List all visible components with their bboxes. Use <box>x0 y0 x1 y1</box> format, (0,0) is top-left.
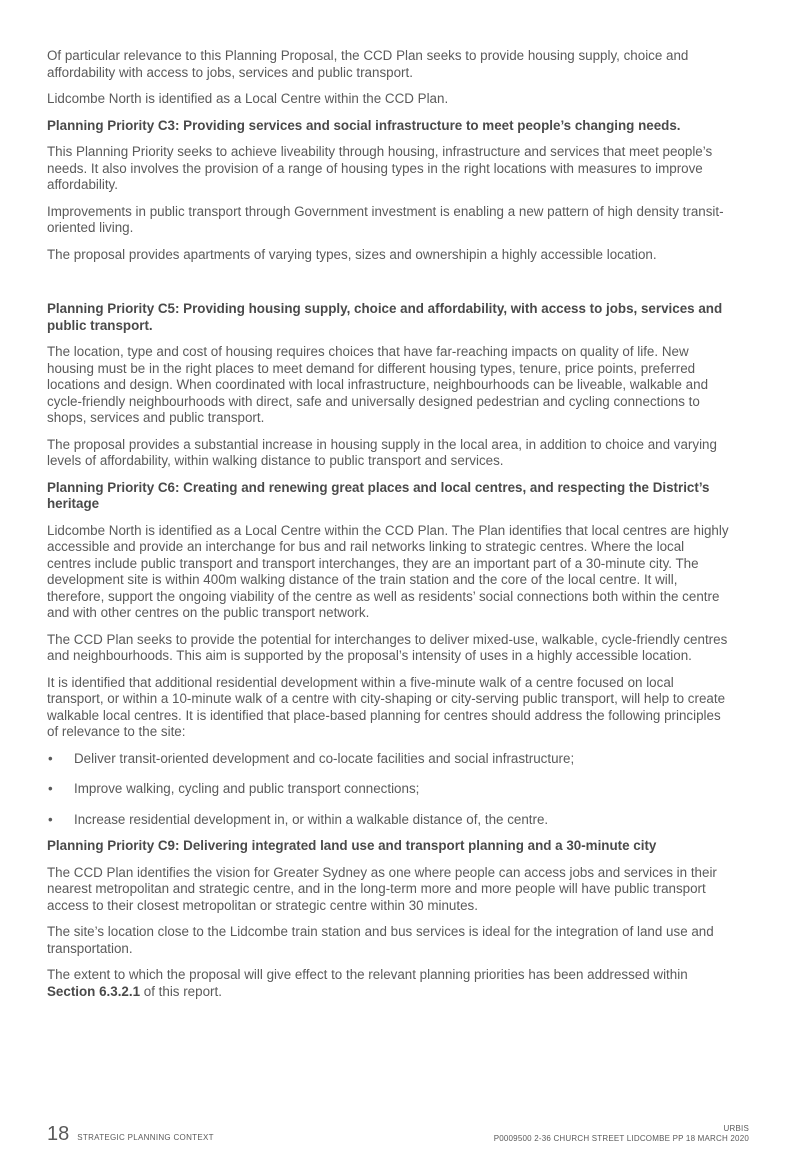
paragraph: The location, type and cost of housing requires choices that have far-reaching impacts on quality of life. New housing must be in the right places to meet demand for different housing types, tenure, price points, preferred locations and design. When coordinated with local infrastructure, neighbourhoods can be liveable, walkable and cycle-friendly neighbourhoods with direct, safe and universally designed pedestrian and cycling connections to shops, services and public transport. <box>47 344 709 425</box>
paragraph: The proposal provides a substantial increase in housing supply in the local area, in addition to choice and varying levels of affordability, within walking distance to public transport and services. <box>47 436 717 468</box>
paragraph-text: The extent to which the proposal will give effect to the relevant planning priorities has been addressed within <box>47 967 688 982</box>
paragraph: This Planning Priority seeks to achieve liveability through housing, infrastructure and services that meet people’s needs. It also involves the provision of a range of housing types in the right locations with measures to improve affordability. <box>47 144 713 192</box>
list-item-text: Improve walking, cycling and public transport connections; <box>74 781 420 796</box>
document-body <box>47 48 730 1010</box>
heading-priority-c3: Planning Priority C3: Providing services and social infrastructure to meet people’s changing needs. <box>47 117 681 133</box>
footer-right <box>494 1124 749 1144</box>
section-reference: Section 6.3.2.1 <box>47 983 141 999</box>
section-name: STRATEGIC PLANNING CONTEXT <box>77 1133 214 1142</box>
principles-list <box>47 751 730 829</box>
bullet-icon: • <box>48 811 53 827</box>
paragraph: Of particular relevance to this Planning Proposal, the CCD Plan seeks to provide housing supply, choice and affordability with access to jobs, services and public transport. <box>47 48 689 80</box>
company-name: URBIS <box>723 1124 749 1133</box>
heading-priority-c5: Planning Priority C5: Providing housing supply, choice and affordability, with access to jobs, services and public transport. <box>47 301 723 333</box>
footer-left <box>47 1123 214 1146</box>
paragraph: The site’s location close to the Lidcombe train station and bus services is ideal for the integration of land use and transportation. <box>47 924 714 956</box>
list-item-text: Increase residential development in, or within a walkable distance of, the centre. <box>74 811 549 827</box>
paragraph: Lidcombe North is identified as a Local Centre within the CCD Plan. <box>47 91 449 106</box>
paragraph <box>47 967 730 1000</box>
list-item-text: Deliver transit-oriented development and co-locate facilities and social infrastructure; <box>74 750 575 766</box>
heading-priority-c9: Planning Priority C9: Delivering integrated land use and transport planning and a 30-minute city <box>47 838 657 853</box>
page-number: 18 <box>47 1123 70 1145</box>
list-item <box>47 751 730 768</box>
paragraph: It is identified that additional residential development within a five-minute walk of a centre focused on local transport, or within a 10-minute walk of a centre with city-shaping or city-serving public transport, will help to create walkable local centres. It is identified that place-based planning for centres should address the following principles of relevance to the site: <box>47 674 726 739</box>
heading-priority-c6: Planning Priority C6: Creating and renewing great places and local centres, and respecting the District’s heritage <box>47 479 710 511</box>
paragraph: Improvements in public transport through Government investment is enabling a new pattern of high density transit-oriented living. <box>47 203 724 235</box>
paragraph-text: of this report. <box>140 983 222 999</box>
bullet-icon: • <box>48 750 53 766</box>
document-reference: P0009500 2-36 CHURCH STREET LIDCOMBE PP 18 MARCH 2020 <box>493 1134 749 1143</box>
paragraph: Lidcombe North is identified as a Local Centre within the CCD Plan. The Plan identifies that local centres are highly accessible and provide an interchange for bus and rail networks linking to strategic centres. Where the local centres include public transport and transport interchanges, they are an important part of a 30-minute city. The development site is within 400m walking distance of the train station and the core of the local centre. It will, therefore, support the ongoing viability of the centre as well as residents’ social connections both within the centre and with other centres on the public transport network. <box>47 522 729 620</box>
list-item <box>47 812 730 829</box>
list-item <box>47 781 730 798</box>
spacer <box>47 273 730 301</box>
paragraph: The CCD Plan seeks to provide the potential for interchanges to deliver mixed-use, walkable, cycle-friendly centres and neighbourhoods. This aim is supported by the proposal’s intensity of uses in a highly accessible location. <box>47 631 728 663</box>
paragraph: The CCD Plan identifies the vision for Greater Sydney as one where people can access jobs and services in their nearest metropolitan and strategic centre, and in the long-term more and more people will have public transport access to their closest metropolitan or strategic centre within 30 minutes. <box>47 864 717 913</box>
bullet-icon: • <box>48 781 53 796</box>
paragraph: The proposal provides apartments of varying types, sizes and ownershipin a highly accessible location. <box>47 246 657 262</box>
